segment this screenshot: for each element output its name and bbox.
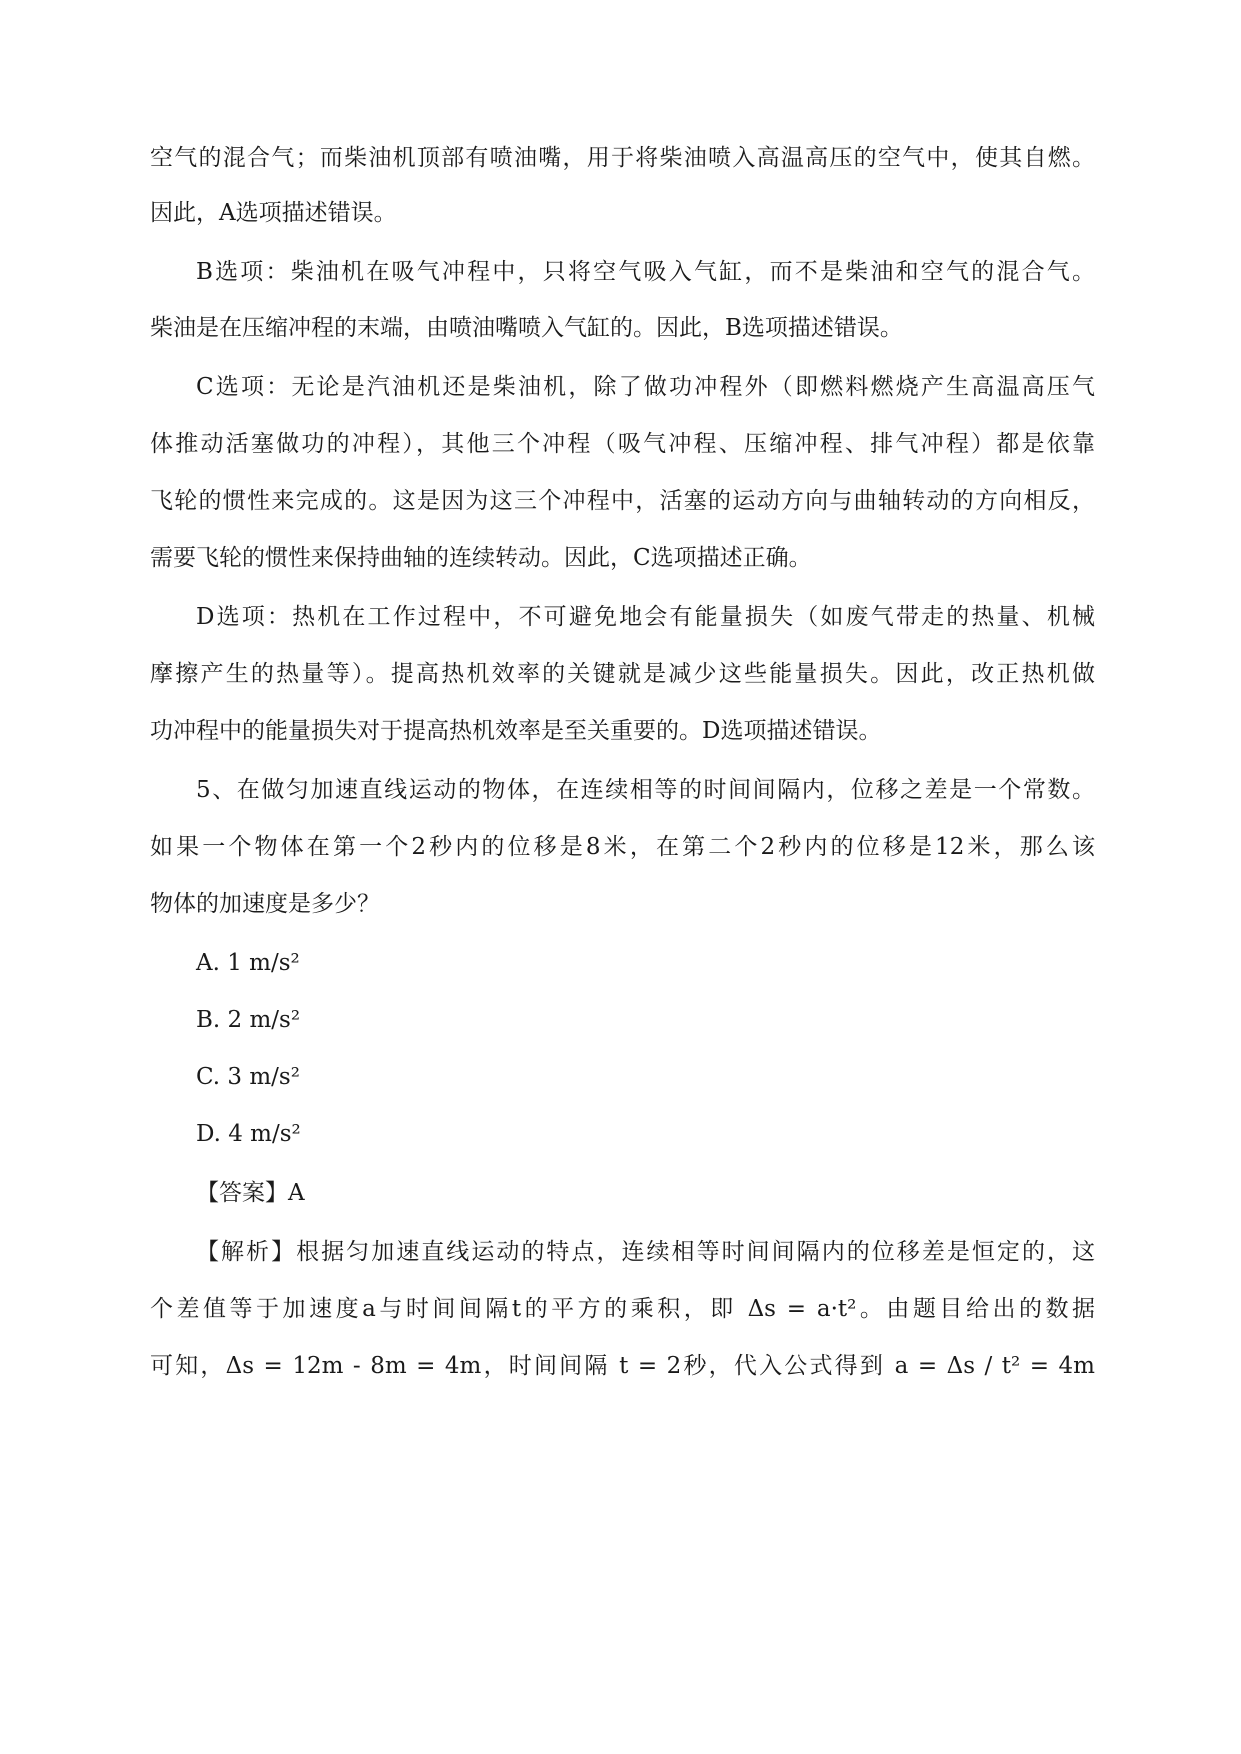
- option-d-explanation-line: 摩擦产生的热量等）。提高热机效率的关键就是减少这些能量损失。因此，改正热机做: [150, 661, 1095, 687]
- answer-line: 【答案】A: [196, 1180, 305, 1206]
- paragraph-line: 因此，A选项描述错误。: [150, 200, 397, 226]
- paragraph-line: 空气的混合气；而柴油机顶部有喷油嘴，用于将柴油喷入高温高压的空气中，使其自燃。: [150, 145, 1095, 171]
- choice-a: A. 1 m/s²: [196, 950, 300, 976]
- option-c-explanation-line: 需要飞轮的惯性来保持曲轴的连续转动。因此，C选项描述正确。: [150, 545, 812, 571]
- option-c-explanation-line: 体推动活塞做功的冲程），其他三个冲程（吸气冲程、压缩冲程、排气冲程）都是依靠: [150, 431, 1095, 457]
- option-d-explanation-line: 功冲程中的能量损失对于提高热机效率是至关重要的。D选项描述错误。: [150, 718, 882, 744]
- option-c-explanation-line: C选项：无论是汽油机还是柴油机，除了做功冲程外（即燃料燃烧产生高温高压气: [196, 374, 1095, 400]
- question-5-line: 5、在做匀加速直线运动的物体，在连续相等的时间间隔内，位移之差是一个常数。: [196, 777, 1095, 803]
- option-b-explanation-line: B选项：柴油机在吸气冲程中，只将空气吸入气缸，而不是柴油和空气的混合气。: [196, 259, 1095, 285]
- choice-b: B. 2 m/s²: [196, 1007, 301, 1033]
- choice-d: D. 4 m/s²: [196, 1121, 301, 1147]
- choice-c: C. 3 m/s²: [196, 1064, 300, 1090]
- option-c-explanation-line: 飞轮的惯性来完成的。这是因为这三个冲程中，活塞的运动方向与曲轴转动的方向相反，: [150, 488, 1095, 514]
- analysis-line: 个差值等于加速度a与时间间隔t的平方的乘积，即 Δs = a·t²。由题目给出的数据: [150, 1296, 1095, 1322]
- option-b-explanation-line: 柴油是在压缩冲程的末端，由喷油嘴喷入气缸的。因此，B选项描述错误。: [150, 315, 903, 341]
- analysis-line: 【解析】根据匀加速直线运动的特点，连续相等时间间隔内的位移差是恒定的，这: [196, 1239, 1095, 1265]
- analysis-line: 可知，Δs = 12m - 8m = 4m，时间间隔 t = 2秒，代入公式得到 a = Δs / t² = 4m: [150, 1353, 1095, 1379]
- option-d-explanation-line: D选项：热机在工作过程中，不可避免地会有能量损失（如废气带走的热量、机械: [196, 604, 1095, 630]
- question-5-line: 如果一个物体在第一个2秒内的位移是8米，在第二个2秒内的位移是12米，那么该: [150, 834, 1095, 860]
- question-5-line: 物体的加速度是多少？: [150, 891, 380, 917]
